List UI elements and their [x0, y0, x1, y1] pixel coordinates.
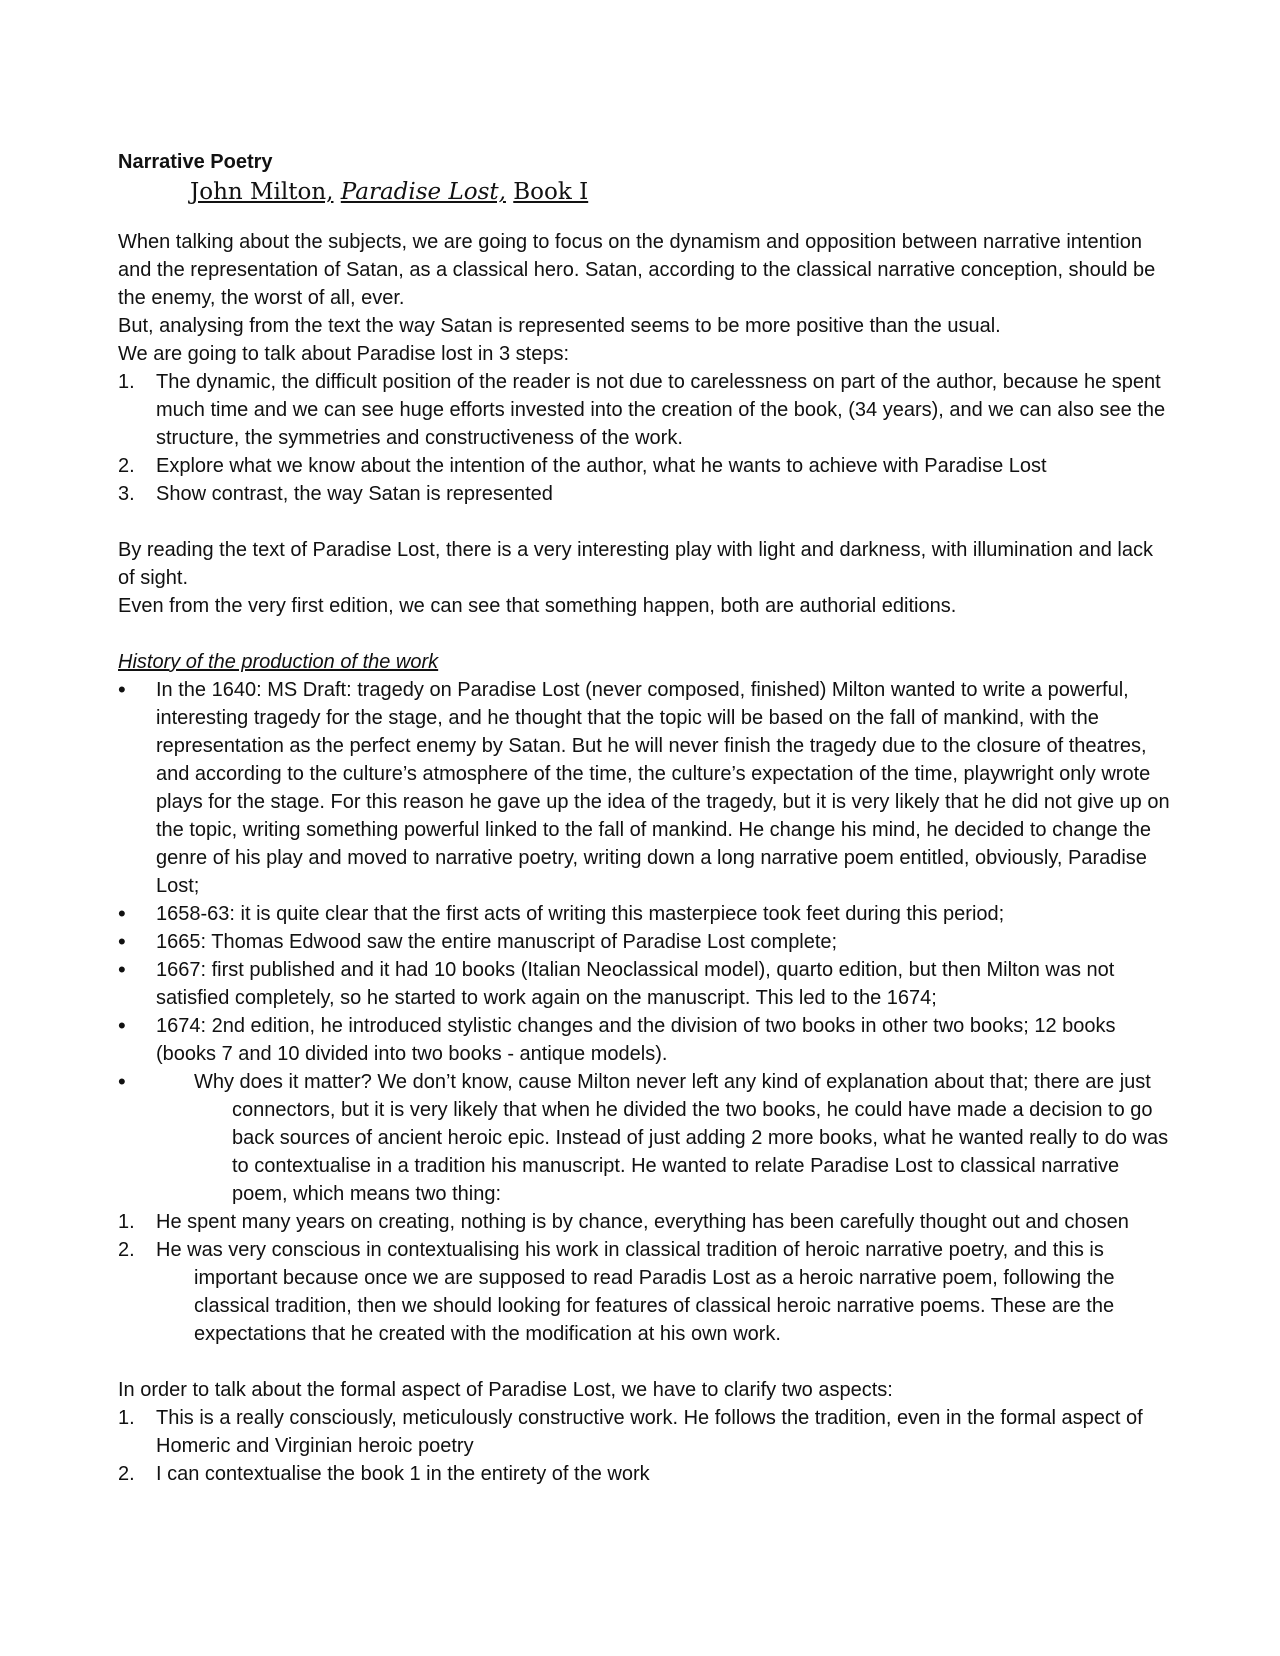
- formal-intro-paragraph: In order to talk about the formal aspect of Paradise Lost, we have to clarify two aspects:: [118, 1379, 893, 1401]
- history-heading: History of the production of the work: [118, 651, 439, 673]
- list-item: [118, 1068, 1170, 1208]
- intro-paragraph: But, analysing from the text the way Satan is represented seems to be more positive than the usual.: [118, 315, 1001, 337]
- list-marker: 1.: [118, 1407, 135, 1429]
- subtitle-book: Book I: [513, 179, 589, 205]
- list-item-text: This is a really consciously, meticulously constructive work. He follows the tradition, even in the formal aspect of Homeric and Virginian heroic poetry: [156, 1407, 1143, 1457]
- list-item-text: I can contextualise the book 1 in the entirety of the work: [156, 1463, 650, 1485]
- bullet-icon: •: [118, 929, 126, 954]
- subtitle-author: John Milton,: [190, 179, 334, 205]
- list-item-text: Show contrast, the way Satan is represented: [156, 483, 553, 505]
- document-page: [118, 148, 1170, 1488]
- list-item: [118, 452, 1170, 480]
- reading-paragraph: By reading the text of Paradise Lost, there is a very interesting play with light and darkness, with illumination and lack of sight.: [118, 539, 1153, 589]
- list-marker: 1.: [118, 1211, 135, 1233]
- history-list: [118, 676, 1170, 1208]
- subtitle-work: Paradise Lost,: [340, 179, 506, 205]
- document-title: Narrative Poetry: [118, 151, 273, 173]
- meaning-list: [118, 1208, 1170, 1348]
- bullet-icon: •: [118, 677, 126, 702]
- list-item-text: Explore what we know about the intention of the author, what he wants to achieve with Paradise Lost: [156, 455, 1047, 477]
- list-marker: 3.: [118, 483, 135, 505]
- bullet-icon: •: [118, 1013, 126, 1038]
- reading-paragraph: Even from the very first edition, we can see that something happen, both are authorial editions.: [118, 595, 957, 617]
- formal-list: [118, 1404, 1170, 1488]
- steps-list: [118, 368, 1170, 508]
- list-item-text: The dynamic, the difficult position of the reader is not due to carelessness on part of the author, because he spent much time and we can see huge efforts invested into the creation of the book, (34 years), and we can also see the structure, the symmetries and constructiveness of the work.: [156, 371, 1166, 449]
- bullet-icon: •: [118, 957, 126, 982]
- list-marker: 2.: [118, 1463, 135, 1485]
- bullet-icon: •: [118, 901, 126, 926]
- list-item-text: Why does it matter? We don’t know, cause Milton never left any kind of explanation about that; there are just connectors, but it is very likely that when he divided the two books, he could have made a decision to go back sources of ancient heroic epic. Instead of just adding 2 more books, what he wanted really to do was to contextualise in a tradition his manuscript. He wanted to relate Paradise Lost to classical narrative poem, which means two thing:: [194, 1071, 1169, 1205]
- list-item-text: 1665: Thomas Edwood saw the entire manuscript of Paradise Lost complete;: [156, 931, 838, 953]
- intro-paragraph: We are going to talk about Paradise lost in 3 steps:: [118, 343, 570, 365]
- bullet-icon: •: [118, 1069, 126, 1094]
- list-item-text: 1667: first published and it had 10 books (Italian Neoclassical model), quarto edition, but then Milton was not satisfied completely, so he started to work again on the manuscript. This led to the 1674;: [156, 959, 1115, 1009]
- list-item: [118, 1460, 1170, 1488]
- list-item-text: He spent many years on creating, nothing is by chance, everything has been carefully thought out and chosen: [156, 1211, 1129, 1233]
- list-item: [118, 928, 1170, 956]
- list-item-text: 1674: 2nd edition, he introduced stylistic changes and the division of two books in other two books; 12 books (books 7 and 10 divided into two books - antique models).: [156, 1015, 1116, 1065]
- list-item-text: 1658-63: it is quite clear that the first acts of writing this masterpiece took feet during this period;: [156, 903, 1005, 925]
- list-item: [118, 1236, 1170, 1348]
- list-marker: 1.: [118, 371, 135, 393]
- list-item: [118, 1404, 1170, 1460]
- intro-paragraph: When talking about the subjects, we are going to focus on the dynamism and opposition between narrative intention and the representation of Satan, as a classical hero. Satan, according to the classical narrative conception, should be the enemy, the worst of all, ever.: [118, 231, 1156, 309]
- list-item: [118, 1012, 1170, 1068]
- list-item: [118, 368, 1170, 452]
- list-marker: 2.: [118, 455, 135, 477]
- list-marker: 2.: [118, 1239, 135, 1261]
- list-item: [118, 480, 1170, 508]
- list-item-text: In the 1640: MS Draft: tragedy on Paradise Lost (never composed, finished) Milton wanted to write a powerful, interesting tragedy for the stage, and he thought that the topic will be based on the fall of mankind, with the representation as the perfect enemy by Satan. But he will never finish the tragedy due to the closure of theatres, and according to the culture’s atmosphere of the time, the culture’s expectation of the time, playwright only wrote plays for the stage. For this reason he gave up the idea of the tragedy, but it is very likely that he did not give up on the topic, writing something powerful linked to the fall of mankind. He change his mind, he decided to change the genre of his play and moved to narrative poetry, writing down a long narrative poem entitled, obviously, Paradise Lost;: [156, 679, 1170, 897]
- list-item: [118, 956, 1170, 1012]
- list-item: [118, 1208, 1170, 1236]
- document-subtitle: [190, 176, 1170, 208]
- list-item: [118, 900, 1170, 928]
- list-item: [118, 676, 1170, 900]
- list-item-text: He was very conscious in contextualising his work in classical tradition of heroic narrative poetry, and this is important because once we are supposed to read Paradis Lost as a heroic narrative poem, following the classical tradition, then we should looking for features of classical heroic narrative poems. These are the expectations that he created with the modification at his own work.: [156, 1239, 1115, 1345]
